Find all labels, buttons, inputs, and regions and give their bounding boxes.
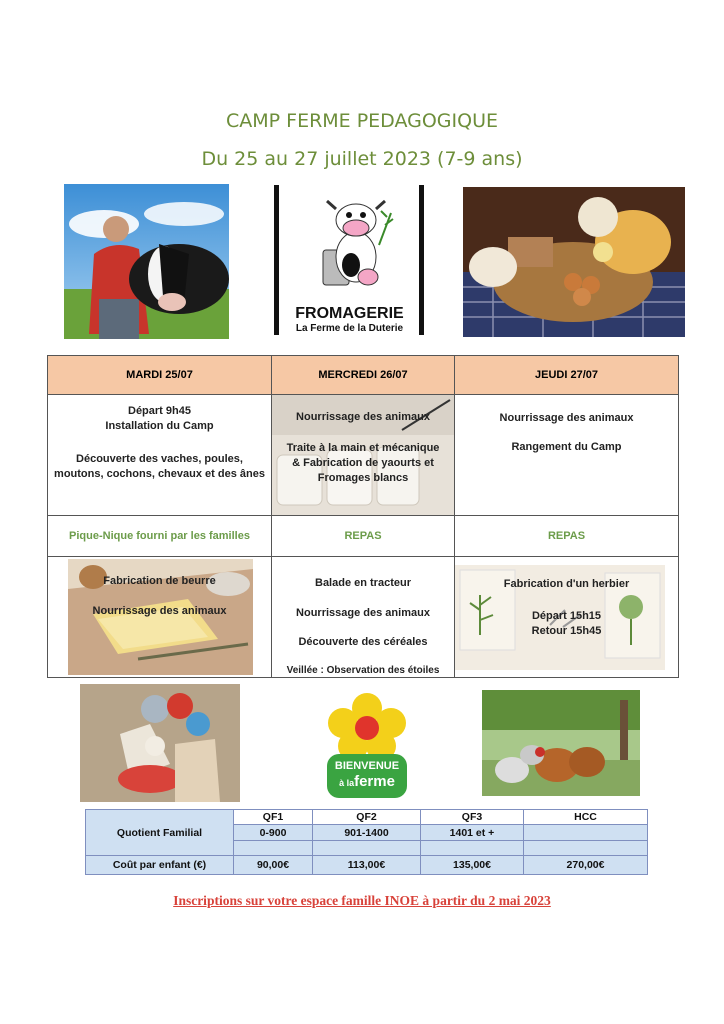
- qf2-header: QF2: [312, 809, 421, 825]
- mercredi-lunch: REPAS: [271, 515, 455, 557]
- day-header-mardi: MARDI 25/07: [47, 355, 272, 395]
- children-photo: [80, 684, 240, 802]
- mercredi-afternoon-line2: Nourrissage des animaux: [296, 607, 430, 619]
- mardi-lunch: Pique-Nique fourni par les familles: [47, 515, 272, 557]
- qf3-spacer: [420, 840, 524, 856]
- mercredi-afternoon-line4: Veillée : Observation des étoiles: [286, 665, 440, 676]
- badge-line2: [313, 773, 421, 791]
- mardi-afternoon: [47, 556, 272, 678]
- hcc-price: 270,00€: [523, 855, 648, 875]
- fromagerie-logo: [271, 185, 428, 340]
- hcc-range: [523, 824, 648, 841]
- cow-mascot-icon: [301, 195, 401, 295]
- mercredi-afternoon-line3: Découverte des céréales: [298, 636, 428, 648]
- jeudi-lunch: REPAS: [454, 515, 679, 557]
- jeudi-morning-line2: Rangement du Camp: [511, 441, 622, 453]
- cheese-basket-photo: [463, 187, 685, 337]
- mardi-afternoon-line1: Fabrication de beurre: [103, 575, 216, 587]
- day-header-mercredi: MERCREDI 26/07: [271, 355, 455, 395]
- qf3-range: 1401 et +: [420, 824, 524, 841]
- qf2-spacer: [312, 840, 421, 856]
- page-title: CAMP FERME PEDAGOGIQUE: [225, 110, 499, 132]
- qf1-price: 90,00€: [233, 855, 313, 875]
- hcc-spacer: [523, 840, 648, 856]
- farmer-cow-photo: [64, 184, 229, 339]
- mardi-morning-line3: Découverte des vaches, poules,: [76, 453, 243, 465]
- bienvenue-ferme-badge: [313, 688, 421, 800]
- qf3-header: QF3: [420, 809, 524, 825]
- logo-name: FROMAGERIE: [295, 305, 404, 322]
- badge-line2-word: ferme: [354, 773, 395, 790]
- mardi-morning-line1: Départ 9h45: [128, 405, 191, 417]
- qf3-price: 135,00€: [420, 855, 524, 875]
- registration-notice: Inscriptions sur votre espace famille INOE à partir du 2 mai 2023: [173, 893, 551, 908]
- jeudi-morning: [454, 394, 679, 516]
- jeudi-afternoon-line2: Départ 15h15: [531, 610, 602, 622]
- qf1-header: QF1: [233, 809, 313, 825]
- quotient-familial-label: Quotient Familial: [85, 809, 234, 856]
- badge-line2-prefix: à la: [339, 778, 355, 788]
- mardi-morning: [47, 394, 272, 516]
- mardi-morning-line2: Installation du Camp: [105, 420, 214, 432]
- jeudi-afternoon-line1: Fabrication d'un herbier: [503, 578, 630, 590]
- qf2-price: 113,00€: [312, 855, 421, 875]
- mercredi-morning-line4: Fromages blancs: [317, 472, 409, 484]
- mercredi-morning-line1: Nourrissage des animaux: [296, 411, 430, 423]
- mercredi-afternoon: [271, 556, 455, 678]
- mercredi-morning-line2: Traite à la main et mécanique: [286, 442, 440, 454]
- chickens-photo: [482, 690, 640, 796]
- badge-line1: BIENVENUE: [334, 760, 400, 772]
- mercredi-afternoon-line1: Balade en tracteur: [315, 577, 411, 589]
- hcc-header: HCC: [523, 809, 648, 825]
- qf1-spacer: [233, 840, 313, 856]
- cost-per-child-label: Coût par enfant (€): [85, 855, 234, 875]
- mercredi-morning-line3: & Fabrication de yaourts et: [292, 457, 434, 469]
- mardi-afternoon-line2: Nourrissage des animaux: [92, 605, 227, 617]
- jeudi-morning-line1: Nourrissage des animaux: [499, 412, 634, 424]
- qf1-range: 0-900: [233, 824, 313, 841]
- day-header-jeudi: JEUDI 27/07: [454, 355, 679, 395]
- qf2-range: 901-1400: [312, 824, 421, 841]
- jeudi-afternoon: [454, 556, 679, 678]
- page-subtitle: Du 25 au 27 juillet 2023 (7-9 ans): [201, 148, 523, 170]
- jeudi-afternoon-line3: Retour 15h45: [531, 625, 602, 637]
- logo-subname: La Ferme de la Duterie: [295, 323, 404, 334]
- mardi-morning-line4: moutons, cochons, chevaux et des ânes: [54, 468, 265, 480]
- mercredi-morning: [271, 394, 455, 516]
